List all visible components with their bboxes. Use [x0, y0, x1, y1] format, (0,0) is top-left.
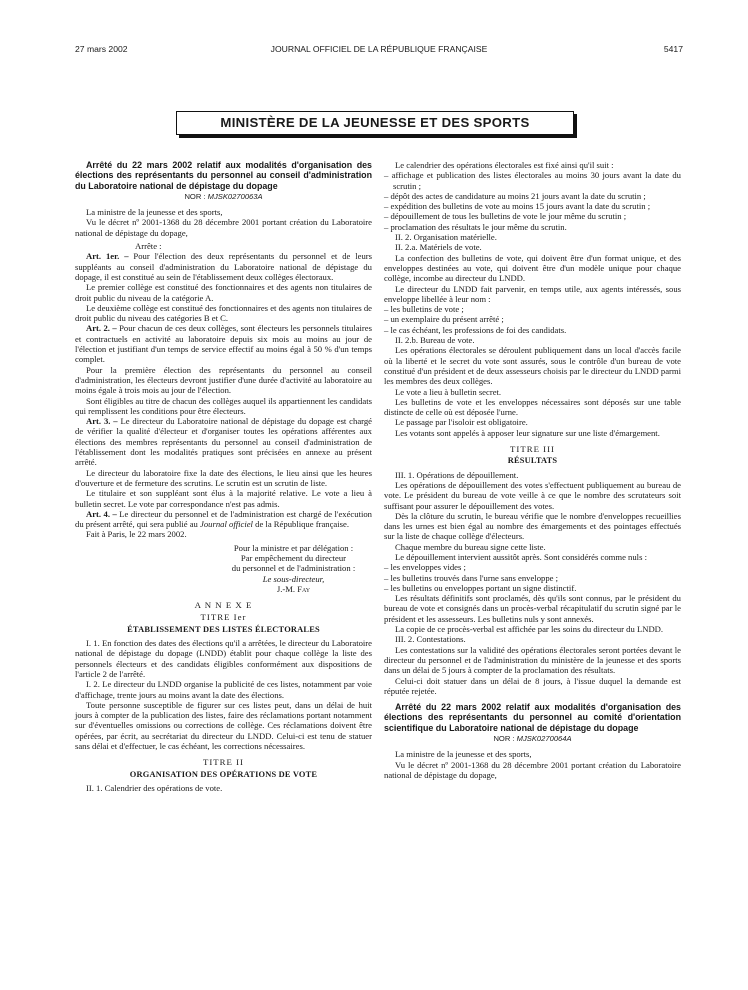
annexe-heading: A N N E X E [194, 600, 253, 611]
signature-line: Pour la ministre et par délégation : [233, 542, 354, 553]
paragraph: Dès la clôture du scrutin, le bureau vérifie que le nombre d'enveloppes recueillies dans les urnes est bien égal au nombre des émargements et des pointages effectués sur la liste de chaque collège d'électeurs. [384, 510, 681, 542]
paragraph: Le directeur du LNDD fait parvenir, en temps utile, aux agents intéressés, sous enveloppe libellée à leur nom : [384, 283, 681, 304]
paragraph: Sont éligibles au titre de chacun des collèges auquel ils appartiennent les candidats qui remplissent les conditions pour être électeurs. [75, 395, 372, 416]
article-text: Le directeur du personnel et de l'administration est chargé de l'exécution du présent arrêté, qui sera publié au [75, 508, 372, 530]
article-2 [75, 323, 372, 364]
article-label: Art. 2. – [86, 323, 117, 334]
paragraph: Celui-ci doit statuer dans un délai de 8 jours, à l'issue duquel la demande est réputée rejetée. [384, 675, 681, 696]
article-1 [75, 251, 372, 282]
journal-officiel-ref: Journal officiel [200, 519, 253, 530]
ministry-heading: MINISTÈRE DE LA JEUNESSE ET DES SPORTS [176, 111, 574, 135]
article-3 [75, 416, 372, 467]
nor-label: NOR : [493, 734, 515, 744]
nor-label: NOR : [184, 191, 206, 201]
signature-block [215, 543, 372, 594]
paragraph: Le passage par l'isoloir est obligatoire. [395, 417, 528, 428]
paragraph: Le calendrier des opérations électorales est fixé ainsi qu'il suit : [395, 160, 614, 170]
paragraph: Toute personne susceptible de figurer sur ces listes peut, dans un délai de huit jours à compter de la publication des listes, faire des réclamations portant notamment sur d'éventuelles omissions ou corrections de collège. Ces réclamations doivent être opérées, par écrit, au secrétariat du directeur du LNDD. Celui-ci est tenu de statuer sans délai et d'effectuer, le cas échéant, les corrections nécessaires. [75, 699, 372, 752]
paragraph: La confection des bulletins de vote, qui doivent être d'un format unique, et des enveloppes destinées au vote, qui doivent être d'un modèle unique pour chaque collège, incombe au directeur du LNDD. [384, 252, 681, 284]
titre-subheading: ÉTABLISSEMENT DES LISTES ÉLECTORALES [127, 624, 320, 634]
list-item: – proclamation des résultats le jour même du scrutin. [384, 221, 567, 232]
section-label: III. 2. Contestations. [395, 634, 466, 645]
signature-line: Par empêchement du directeur [240, 552, 347, 563]
paragraph: Le directeur du laboratoire fixe la date des élections, le lieu ainsi que les heures d'ouverture et de fermeture des scrutins. Le scrutin est un scrutin de liste. [75, 467, 372, 488]
paragraph: Chaque membre du bureau signe cette liste. [395, 541, 546, 552]
arrete-label: Arrête : [135, 241, 162, 252]
paragraph: Les résultats définitifs sont proclamés, dès qu'ils sont connus, par le président du bureau de vote et consignés dans un procès-verbal récapitulatif du scrutin signé par le président et les assesseurs. Les bulletins nuls y sont annexés. [384, 593, 681, 624]
paragraph: II. 1. Calendrier des opérations de vote. [86, 782, 223, 793]
article-label: Art. 3. – [86, 416, 118, 427]
section-label: II. 2.b. Bureau de vote. [395, 335, 475, 346]
titre-heading: TITRE Ier [200, 612, 247, 623]
nor-reference [75, 192, 372, 202]
list-item: – le cas échéant, les professions de foi des candidats. [384, 324, 567, 335]
paragraph: Les bulletins de vote et les enveloppes nécessaires sont déposés sur une table distincte de celle où est déposée l'urne. [384, 396, 681, 418]
list-item: – les bulletins ou enveloppes portant un signe distinctif. [384, 582, 577, 593]
nor-value: MJSK0270063A [207, 191, 263, 201]
article-text: Pour l'élection des deux représentants du personnel et de leurs suppléants au conseil d'administration du Laboratoire national de dépistage du dopage, il est constitué au sein de l'établissement deux collèges électoraux. [75, 251, 373, 282]
paragraph: Le deuxième collège est constitué des fonctionnaires et des agents non titulaires de droit public du niveau des catégories B et C. [75, 302, 372, 324]
section-label: II. 2.a. Matériels de vote. [395, 242, 482, 253]
list-item: – dépôt des actes de candidature au moins 21 jours avant la date du scrutin ; [384, 190, 646, 201]
paragraph: Vu le décret nº 2001-1368 du 28 décembre 2001 portant création du Laboratoire national de dépistage du dopage, [384, 759, 681, 780]
article-text: de la République française. [252, 519, 350, 530]
list-item: – expédition des bulletins de vote au moins 15 jours avant la date du scrutin ; [384, 201, 651, 212]
titre-subheading: ORGANISATION DES OPÉRATIONS DE VOTE [129, 769, 318, 779]
titre-heading: TITRE II [203, 757, 244, 768]
article-label: Art. 4. – [86, 508, 117, 519]
paragraph: I. 2. Le directeur du LNDD organise la publicité de ces listes, notamment par voie d'affichage, trente jours au moins avant la date des élections. [75, 679, 372, 700]
paragraph: Le dépouillement intervient aussitôt après. Sont considérés comme nuls : [395, 551, 647, 562]
titre-subheading: RÉSULTATS [507, 456, 558, 466]
paragraph: La copie de ce procès-verbal est affichée par les soins du directeur du LNDD. [395, 624, 664, 635]
paragraph: Le vote a lieu à bulletin secret. [395, 386, 502, 397]
left-column [75, 160, 372, 793]
signatory-name: J.-M. Fay [276, 583, 311, 594]
article-label: Art. 1er. – [86, 251, 129, 262]
paragraph: Le titulaire et son suppléant sont élus à la majorité relative. Le vote a lieu à bulletin secret. Le vote par correspondance n'est pas admis. [75, 488, 372, 509]
nor-value: MJSK0270064A [516, 734, 572, 744]
list-item: – les bulletins trouvés dans l'urne sans enveloppe ; [384, 572, 559, 583]
paragraph: Les opérations électorales se déroulent publiquement dans un local d'accès facile où la liberté et le secret du vote sont assurés, sous le contrôle d'un bureau de vote constitué d'un président et de deux assesseurs choisis par le directeur du LNDD parmi les membres des deux collèges. [384, 345, 681, 387]
page-number: 5417 [663, 44, 683, 54]
decree-title: Arrêté du 22 mars 2002 relatif aux modalités d'organisation des élections des représentants du personnel au conseil d'administration du Laboratoire national de dépistage du dopage [75, 160, 372, 191]
paragraph: Pour la première élection des représentants du personnel au conseil d'administration, les électeurs devront justifier d'une durée d'activité au laboratoire au moins égale à trois mois au jour de l'élection. [75, 364, 372, 396]
signature-line: Le sous-directeur, [262, 573, 325, 584]
list-item: – les bulletins de vote ; [384, 304, 464, 315]
list-item: – un exemplaire du présent arrêté ; [384, 314, 504, 325]
paragraph: La ministre de la jeunesse et des sports, [395, 749, 532, 760]
section-label: III. 1. Opérations de dépouillement. [395, 469, 519, 480]
page-header [75, 44, 683, 58]
article-4 [75, 509, 372, 530]
list-item: – les enveloppes vides ; [384, 562, 466, 573]
paragraph: Le premier collège est constitué des fonctionnaires et des agents non titulaires de droit public du niveau de la catégorie A. [75, 282, 372, 303]
article-text: Le directeur du Laboratoire national de dépistage du dopage est chargé de vérifier la qualité d'électeur et d'organiser toutes les opérations afférentes aux élections des membres représentants du personnel au conseil d'administration de l'établissement dont les modalités pratiques sont précisées en annexe au présent arrêté. [75, 416, 372, 468]
nor-reference [384, 734, 681, 744]
paragraph: Vu le décret nº 2001-1368 du 28 décembre 2001 portant création du Laboratoire national de dépistage du dopage, [75, 217, 372, 238]
right-column [384, 160, 681, 780]
paragraph: I. 1. En fonction des dates des élections qu'il a arrêtées, le directeur du Laboratoire national de dépistage du dopage (LNDD) établit pour chaque collège la liste des personnels électeurs et des candidats éligibles conformément aux dispositions de l'article 2 de l'arrêté. [75, 638, 372, 679]
header-date: 27 mars 2002 [75, 44, 128, 54]
signature-line: du personnel et de l'administration : [231, 563, 356, 574]
paragraph: Les contestations sur la validité des opérations électorales seront portées devant le directeur du personnel et de l'administration du ministère de la jeunesse et des sports dans un délai de 5 jours à compter de la proclamation des résultats. [384, 644, 681, 676]
list-item: – dépouillement de tous les bulletins de vote le jour même du scrutin ; [384, 211, 627, 222]
section-label: II. 2. Organisation matérielle. [395, 232, 497, 243]
titre-heading: TITRE III [510, 444, 555, 455]
article-text: Pour chacun de ces deux collèges, sont électeurs les personnels titulaires et contractuels en activité au laboratoire depuis six mois au moins au jour de l'élection et justifiant d'un temps de service effectif au moins égal à 50 % d'un temps complet. [75, 323, 372, 365]
paragraph: Les opérations de dépouillement des votes s'effectuent publiquement au bureau de vote. Le président du bureau de vote veille à ce que le nombre des scrutateurs soit suffisant pour assurer le dépouillement des votes. [384, 479, 681, 511]
paragraph: La ministre de la jeunesse et des sports, [86, 207, 223, 218]
paragraph: Les votants sont appelés à apposer leur signature sur une liste d'émargement. [395, 427, 660, 438]
decree-title: Arrêté du 22 mars 2002 relatif aux modalités d'organisation des élections des représentants du personnel au comité d'orientation scientifique du Laboratoire national de dépistage du dopage [384, 702, 681, 733]
list-item: – affichage et publication des listes électorales au moins 30 jours avant la date du scrutin ; [384, 170, 681, 191]
fait-line: Fait à Paris, le 22 mars 2002. [86, 529, 187, 540]
journal-title: JOURNAL OFFICIEL DE LA RÉPUBLIQUE FRANÇAISE [270, 44, 488, 54]
